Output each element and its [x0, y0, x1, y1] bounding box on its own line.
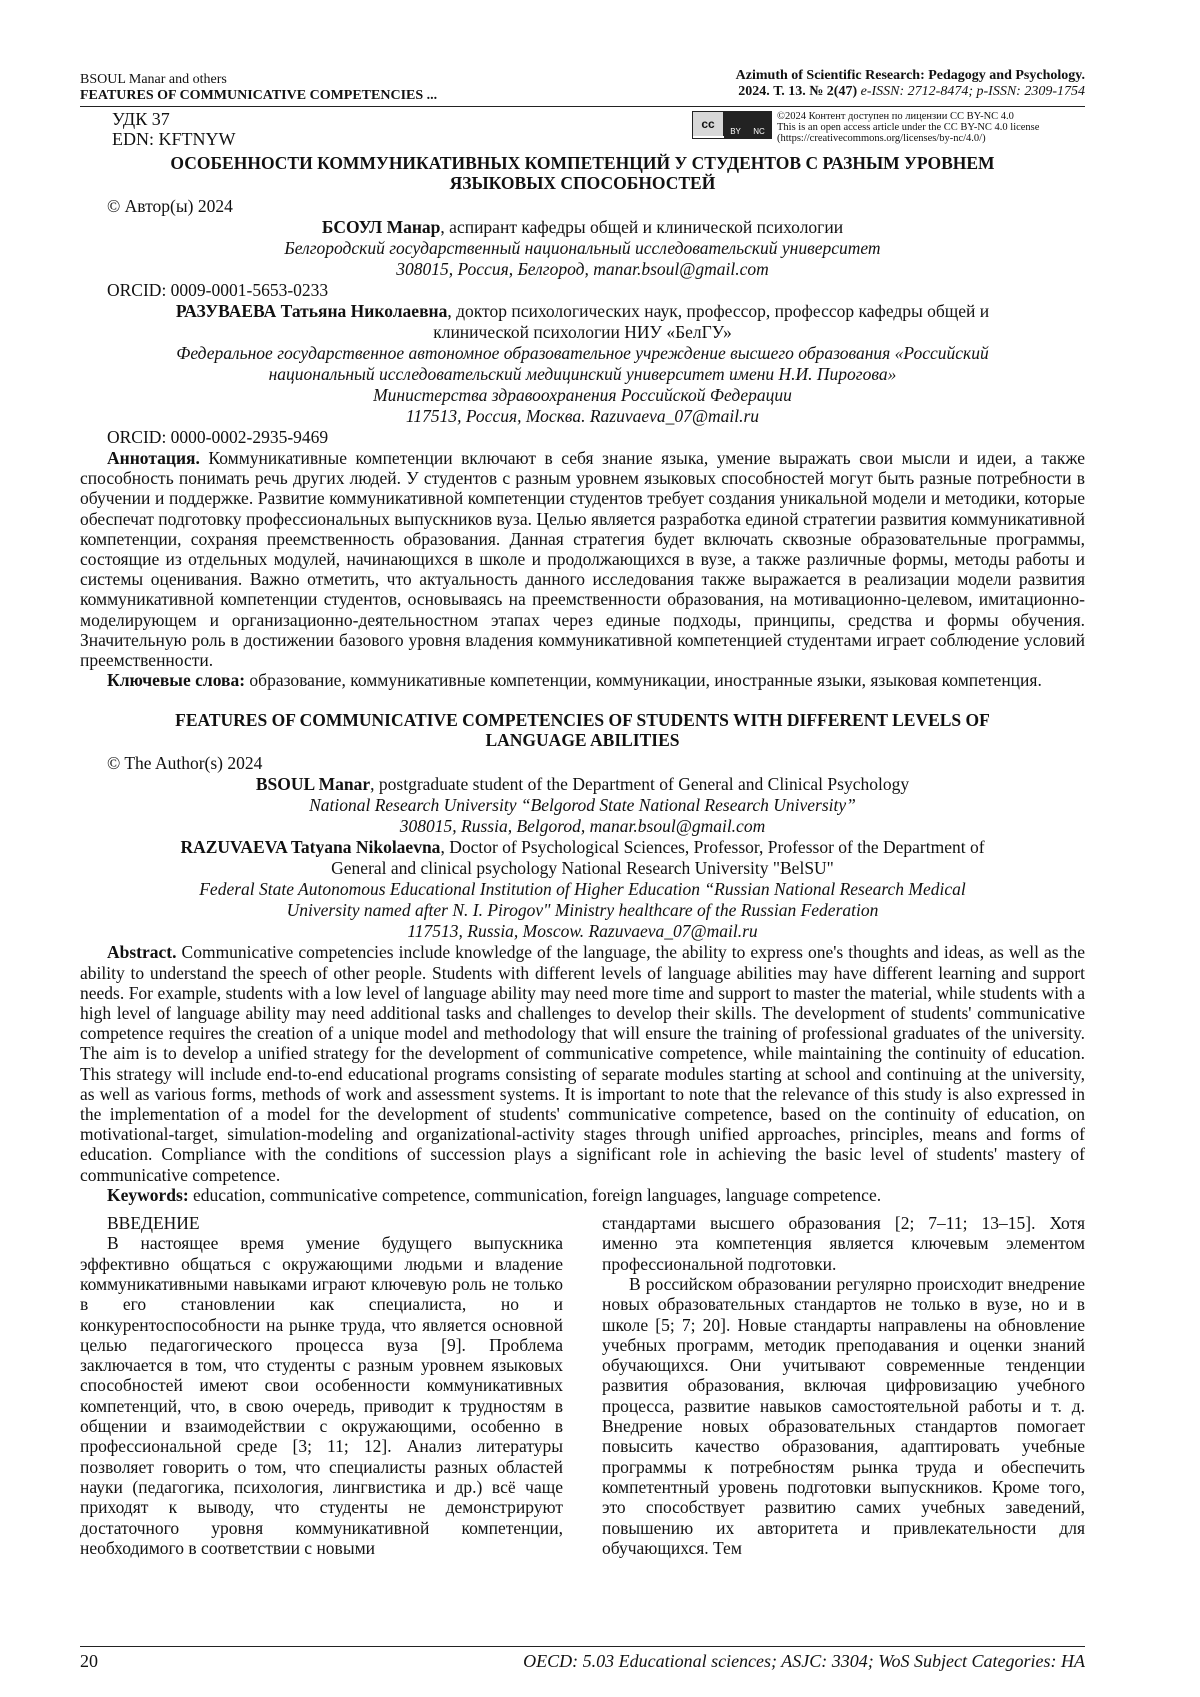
issn: e-ISSN: 2712-8474; p-ISSN: 2309-1754 [857, 84, 1085, 99]
subject-classification: OECD: 5.03 Educational sciences; ASJC: 3304; WoS Subject Categories: HA [523, 1651, 1085, 1671]
body-column-right [602, 1213, 1085, 1558]
abstract-en-text: Communicative competencies include knowledge of the language, the ability to express one's thoughts and ideas, as well as the ability to understand the speech of other people. Students with different levels of language abilities may have different learning and support needs. For example, students with a low level of language ability may need more time and support to master the material, while students with a high level of language ability may need additional tasks and challenges to develop their skills. The development of students' communicative competence requires the creation of a unique model and methodology that will ensure the training of professional graduates of the university. The aim is to develop a unified strategy for the development of communicative competence, while maintaining the continuity of education. This strategy will include end-to-end educational programs consisting of separate modules starting at school and continuing at the university, as well as various forms, methods of work and assessment systems. It is important to note that the relevance of this study is also expressed in the implementation of a model for the development of students' communicative competence, based on the continuity of education, on motivational-target, simulation-modeling and organizational-activity stages through unified approaches, principles, means and forms of education. Compliance with the conditions of succession plays a significant role in achieving the basic level of students' mastery of communicative competence. [80, 942, 1085, 1185]
body-paragraph: стандартами высшего образования [2; 7–11; 13–15]. Хотя именно эта компетенция является ключевым элементом профессиональной подготовки. [602, 1213, 1085, 1274]
title-en-line-1: FEATURES OF COMMUNICATIVE COMPETENCIES OF STUDENTS WITH DIFFERENT LEVELS OF [175, 710, 990, 731]
issue-number: 2024. Т. 13. № 2(47) [738, 84, 858, 99]
keywords-ru [80, 670, 1085, 690]
title-en [80, 710, 1085, 750]
abstract-en-label: Abstract. [107, 942, 177, 963]
author-2-en-role-cont: General and clinical psychology National Research University "BelSU" [331, 858, 834, 879]
section-gap [80, 690, 1085, 710]
cc-by-nc-badge-icon [692, 111, 772, 139]
keywords-en-text: education, communicative competence, communication, foreign languages, language competence. [188, 1184, 882, 1205]
orcid-1: ORCID: 0009-0001-5653-0233 [107, 280, 329, 300]
header-short-title: FEATURES OF COMMUNICATIVE COMPETENCIES ... [80, 88, 438, 103]
paper-page [80, 68, 1085, 1678]
by-nc-icons: BY NC [724, 112, 771, 138]
author-2-en-role: , Doctor of Psychological Sciences, Professor, Professor of the Department of [440, 837, 985, 858]
keywords-en [80, 1185, 1085, 1205]
author-1-en [80, 774, 1085, 795]
author-1-ru-affiliation: Белгородский государственный национальный исследовательский университет [284, 238, 881, 258]
author-1-ru-address: 308015, Россия, Белгород, manar.bsoul@gmail.com [396, 259, 769, 279]
author-2-ru-affiliation-1: Федеральное государственное автономное образовательное учреждение высшего образования «Российский [176, 343, 989, 363]
author-1-ru [80, 217, 1085, 238]
copyright-ru: © Автор(ы) 2024 [107, 196, 233, 216]
author-1-en-address: 308015, Russia, Belgorod, manar.bsoul@gmail.com [399, 816, 766, 837]
title-ru [80, 153, 1085, 193]
copyright-en: © The Author(s) 2024 [107, 753, 263, 774]
abstract-ru-text: Коммуникативные компетенции включают в себя знание языка, умение выражать свои мысли и идеи, а также способность понимать речь других людей. У студентов с разным уровнем языковых способностей могут быть разные потребности в обучении и поддержке. Развитие коммуникативной компетенции студентов требует создания уникальной модели и методики, которые обеспечат подготовку профессиональных выпускников вуза. Целью является разработка единой стратегии развития коммуникативной компетенции, сохраняя преемственность образования. Данная стратегия будет включать сквозные образовательные программы, состоящие из отдельных модулей, начинающихся в школе и продолжающихся в вузе, а также различные формы, методы работы и системы оценивания. Важно отметить, что актуальность данного исследования также выражается в реализации модели развития коммуникативной компетенции студентов, основываясь на преемственности образования, на мотивационно-целевом, имитационно-моделирующем и организационно-деятельностном этапах через единые подходы, принципы, средства и формы обучения. Значительную роль в достижении базового уровня владения коммуникативной компетенцией студентами играет соблюдение условий преемственности. [80, 448, 1085, 671]
author-2-ru-role: , доктор психологических наук, профессор, профессор кафедры общей и [447, 301, 990, 321]
keywords-ru-text: образование, коммуникативные компетенции, коммуникации, иностранные языки, языковая компетенция. [245, 670, 1042, 691]
abstract-ru-label: Аннотация. [107, 448, 200, 468]
author-2-en-affiliation-1: Federal State Autonomous Educational Institution of Higher Education “Russian National Research Medical [199, 879, 966, 900]
author-1-ru-name: БСОУЛ Манар [321, 217, 441, 237]
title-en-line-2: LANGUAGE ABILITIES [485, 730, 680, 751]
article-meta [80, 107, 1085, 153]
author-2-ru-affiliation-2: национальный исследовательский медицинский университет имени Н.И. Пирогова» [268, 364, 897, 384]
abstract-ru [80, 448, 1085, 670]
license-line-3: (https://creativecommons.org/licenses/by-nc/4.0/) [777, 133, 986, 144]
author-2-en-address: 117513, Russia, Moscow. Razuvaeva_07@mail.ru [407, 921, 758, 942]
udk: УДК 37 [112, 109, 170, 129]
edn: EDN: KFTNYW [112, 129, 236, 149]
author-2-ru-address: 117513, Россия, Москва. Razuvaeva_07@mail.ru [405, 406, 760, 426]
orcid-2: ORCID: 0000-0002-2935-9469 [107, 427, 329, 447]
license-block [692, 111, 1039, 144]
header-authors: BSOUL Manar and others [80, 72, 227, 87]
running-header [80, 68, 1085, 107]
body-columns [80, 1213, 1085, 1558]
title-ru-line-2: ЯЗЫКОВЫХ СПОСОБНОСТЕЙ [449, 173, 716, 193]
body-paragraph: В настоящее время умение будущего выпускника эффективно общаться с окружающими людьми и владение коммуникативными навыками играют ключевую роль не только в его становлении как специалиста, но и конкурентоспособности на рынке труда, что является основной целью педагогического процесса вуза [9]. Проблема заключается в том, что студенты с разным уровнем языковых способностей имеют свои особенности коммуникативных компетенций, что, в свою очередь, приводит к трудностям в общении и взаимодействии с окружающими, особенно в профессиональной среде [3; 11; 12]. Анализ литературы позволяет говорить о том, что специалисты разных областей науки (педагогика, психология, лингвистика и др.) всё чаще приходят к выводу, что студенты не демонстрируют достаточного уровня коммуникативной компетенции, необходимого в соответствии с новыми [80, 1233, 563, 1558]
section-heading-introduction: ВВЕДЕНИЕ [107, 1213, 200, 1234]
author-2-ru [80, 301, 1085, 322]
author-2-ru-affiliation-3: Министерства здравоохранения Российской Федерации [373, 385, 792, 405]
author-2-en-name: RAZUVAEVA Tatyana Nikolaevna [180, 837, 441, 858]
license-line-2: This is an open access article under the CC BY-NC 4.0 license [777, 122, 1040, 133]
author-1-en-affiliation: National Research University “Belgorod State National Research University” [309, 795, 856, 816]
udk-edn [112, 109, 236, 149]
cc-logo: cc [693, 112, 724, 136]
title-ru-line-1: ОСОБЕННОСТИ КОММУНИКАТИВНЫХ КОМПЕТЕНЦИЙ У СТУДЕНТОВ С РАЗНЫМ УРОВНЕМ [170, 153, 995, 173]
body-paragraph: В российском образовании регулярно происходит внедрение новых образовательных стандартов не только в вузе, но и в школе [5; 7; 20]. Новые стандарты направлены на обновление учебных программ, методик преподавания и оценки знаний обучающихся. Они учитывают современные тенденции развития образования, включая цифровизацию учебного процесса, развитие навыков самостоятельной работы и т. д. Внедрение новых образовательных стандартов помогает повысить качество образования, адаптировать учебные программы к потребностям рынка труда и обеспечить компетентный уровень подготовки выпускников. Кроме того, это способствует развитию самих учебных заведений, повышению их авторитета и привлекательности для обучающихся. Тем [602, 1273, 1085, 1558]
journal-name: Azimuth of Scientific Research: Pedagogy and Psychology. [735, 68, 1085, 83]
abstract-en [80, 942, 1085, 1184]
page-number: 20 [80, 1651, 98, 1671]
license-text [777, 111, 1039, 144]
author-2-en-affiliation-2: University named after N. I. Pirogov" Ministry healthcare of the Russian Federation [286, 900, 879, 921]
author-1-en-role: , postgraduate student of the Department of General and Clinical Psychology [370, 774, 910, 795]
author-2-ru-role-cont: клинической психологии НИУ «БелГУ» [433, 322, 732, 342]
keywords-ru-label: Ключевые слова: [107, 670, 246, 691]
author-1-en-name: BSOUL Manar [255, 774, 371, 795]
license-line-1: ©2024 Контент доступен по лицензии CC BY-NC 4.0 [777, 111, 1014, 122]
running-header-right [736, 68, 1085, 100]
journal-issue [736, 84, 1085, 100]
page-footer [80, 1646, 1085, 1671]
author-1-ru-role: , аспирант кафедры общей и клинической психологии [440, 217, 844, 237]
author-2-en [80, 837, 1085, 858]
author-2-ru-name: РАЗУВАЕВА Татьяна Николаевна [175, 301, 448, 321]
body-column-left [80, 1213, 563, 1558]
keywords-en-label: Keywords: [107, 1184, 189, 1205]
running-header-left [80, 72, 437, 104]
